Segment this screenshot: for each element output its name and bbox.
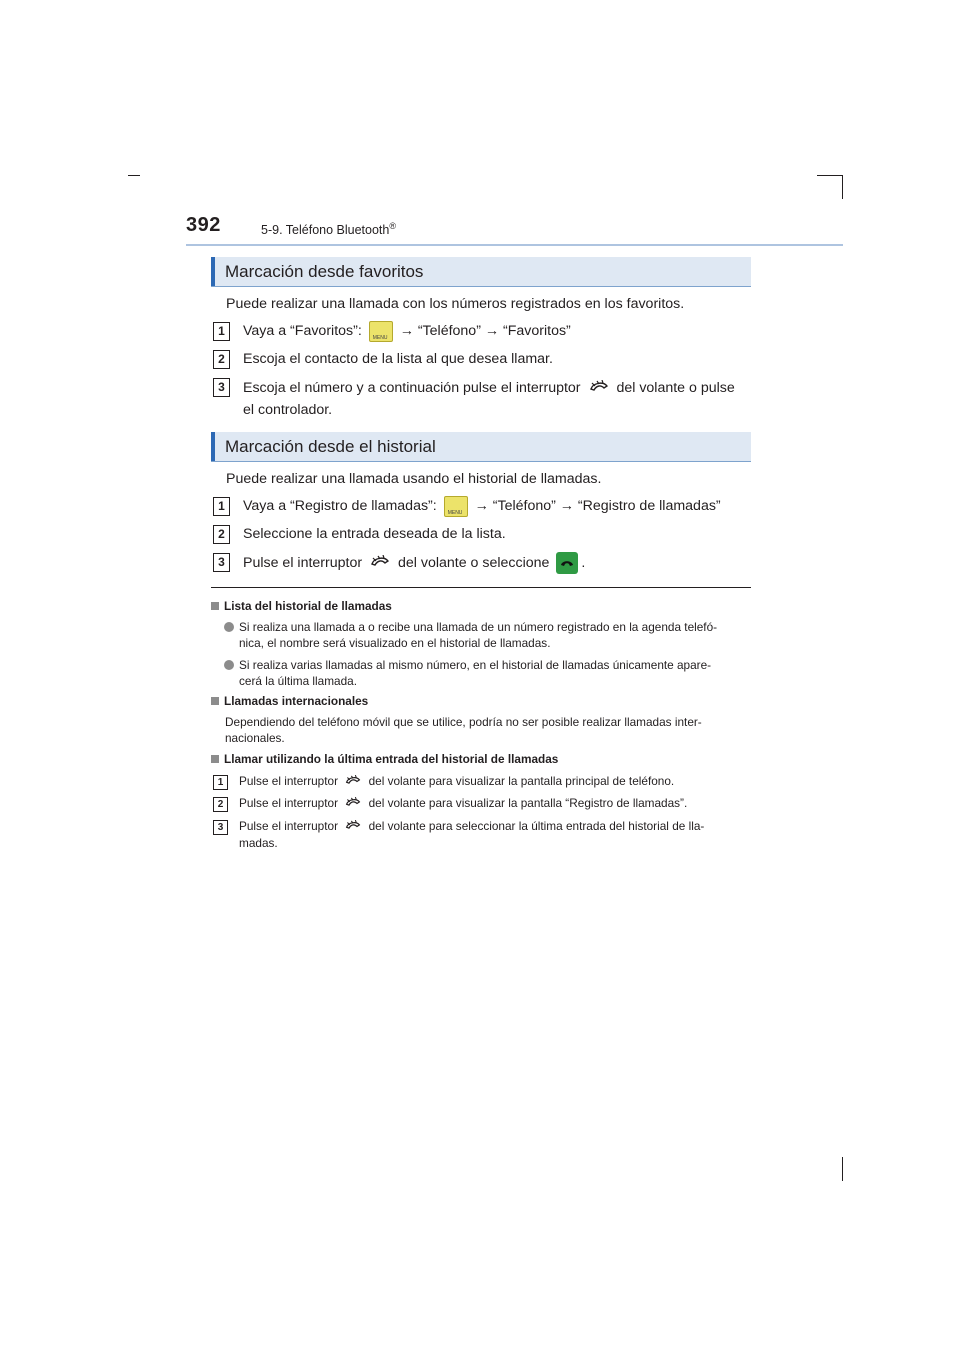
section-intro: Puede realizar una llamada con los números registrados en los favoritos. xyxy=(226,296,685,312)
section-heading-favorites: Marcación desde favoritos xyxy=(211,257,751,287)
note-text: Dependiendo del teléfono móvil que se utilice, podría no ser posible realizar llamadas inter- nacionales. xyxy=(225,715,702,745)
step-number: 3 xyxy=(213,820,228,835)
phone-handset-icon xyxy=(345,775,361,788)
phone-handset-icon xyxy=(345,797,361,810)
page-number: 392 xyxy=(186,214,221,236)
note-heading: Llamadas internacionales xyxy=(211,694,368,708)
step-number: 2 xyxy=(213,525,230,544)
step-text: Seleccione la entrada deseada de la lista. xyxy=(243,526,506,542)
step-number: 1 xyxy=(213,322,230,341)
menu-button-icon xyxy=(444,496,468,517)
phone-handset-icon xyxy=(370,555,390,571)
step-text: Pulse el interruptor del volante para visualizar la pantalla “Registro de llamadas”. xyxy=(239,796,688,810)
menu-button-icon xyxy=(369,321,393,342)
crop-mark xyxy=(128,175,140,176)
step-number: 1 xyxy=(213,775,228,790)
step-text: Vaya a “Favoritos”: MENU → “Teléfono” → “Favoritos” xyxy=(243,320,753,342)
step-number: 2 xyxy=(213,797,228,812)
crop-mark xyxy=(842,175,843,199)
step-text: Pulse el interruptor del volante para seleccionar la última entrada del historial de lla- madas. xyxy=(239,819,705,850)
green-call-icon xyxy=(556,552,578,574)
step-text: Escoja el contacto de la lista al que desea llamar. xyxy=(243,351,553,367)
step-number: 3 xyxy=(213,553,230,572)
step-text: Vaya a “Registro de llamadas”: MENU → “Teléfono” → “Registro de llamadas” xyxy=(243,495,753,517)
phone-handset-icon xyxy=(589,380,609,396)
note-heading: Llamar utilizando la última entrada del historial de llamadas xyxy=(211,752,558,766)
section-intro: Puede realizar una llamada usando el historial de llamadas. xyxy=(226,471,602,487)
step-text: Pulse el interruptor del volante para visualizar la pantalla principal de teléfono. xyxy=(239,774,675,788)
header-rule xyxy=(186,244,843,246)
step-number: 3 xyxy=(213,378,230,397)
phone-handset-icon xyxy=(345,820,361,833)
step-number: 2 xyxy=(213,350,230,369)
note-bullet: Si realiza una llamada a o recibe una llamada de un número registrado en la agenda telefó- nica, el nombre será visualizado en el historial de llamadas. xyxy=(225,619,753,651)
step-text: Escoja el número y a continuación pulse el interruptor del volante o pulse el controlador. xyxy=(243,380,735,418)
note-heading: Lista del historial de llamadas xyxy=(211,599,392,613)
notes-divider xyxy=(211,587,751,588)
step-number: 1 xyxy=(213,497,230,516)
chapter-title: 5-9. Teléfono Bluetooth® xyxy=(261,221,396,238)
section-heading-history: Marcación desde el historial xyxy=(211,432,751,462)
note-bullet: Si realiza varias llamadas al mismo número, en el historial de llamadas únicamente apare- cerá la última llamada. xyxy=(225,657,753,689)
crop-mark xyxy=(842,1157,843,1181)
step-text: Pulse el interruptor del volante o seleccione . xyxy=(243,552,753,574)
crop-mark xyxy=(817,175,842,176)
